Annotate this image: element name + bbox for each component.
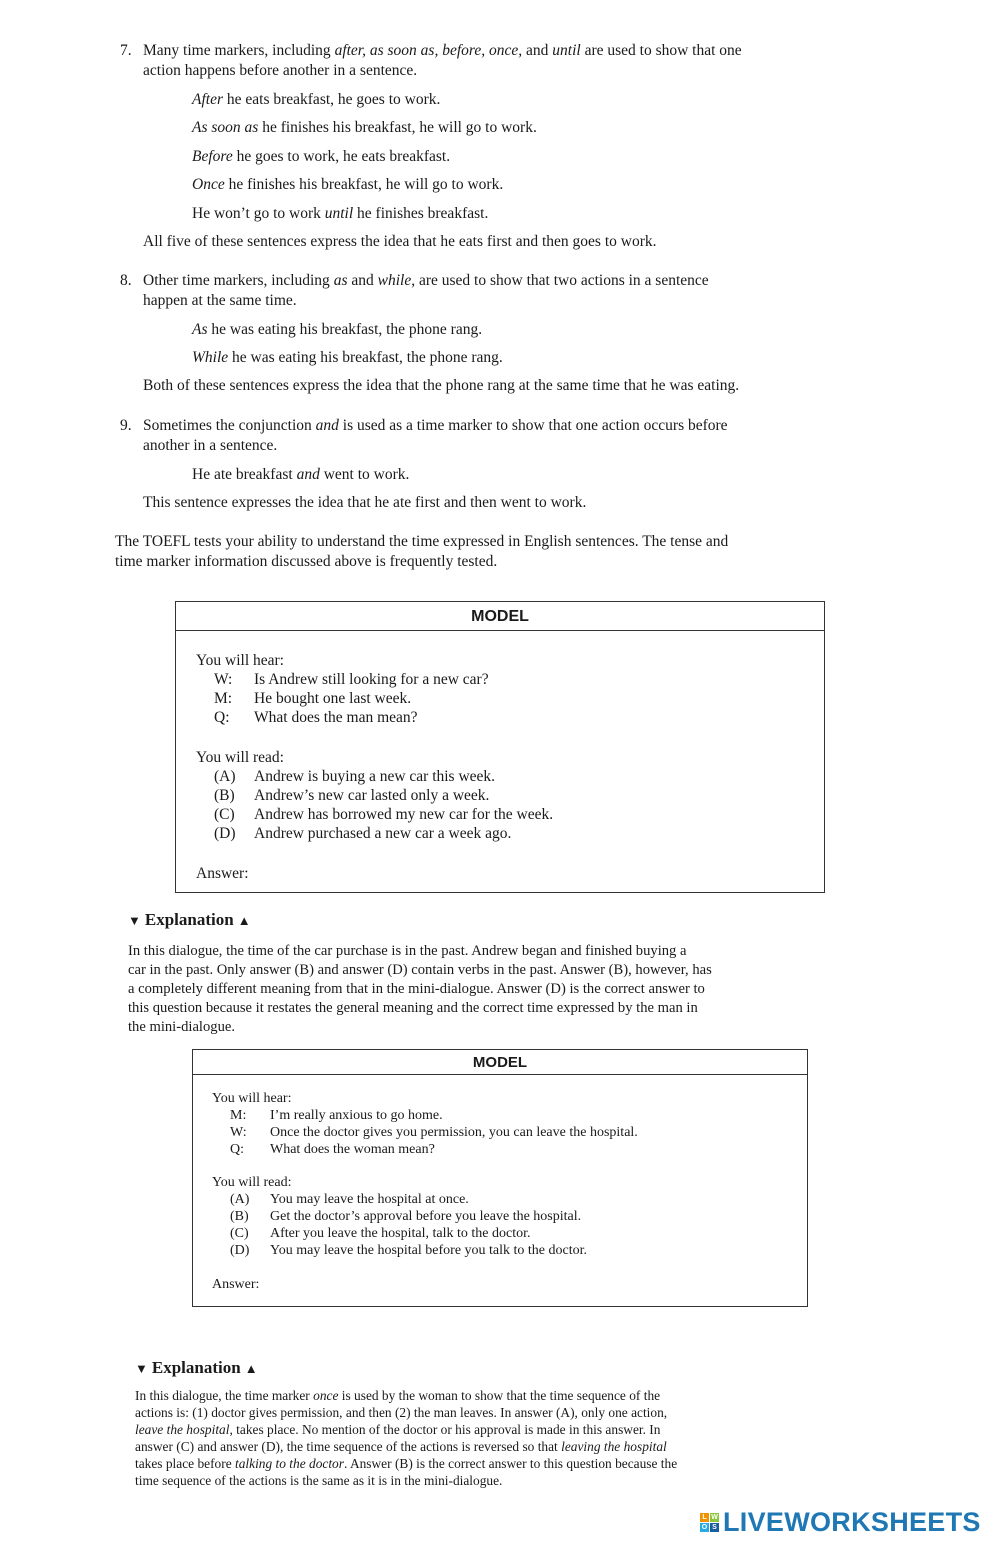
model-title: MODEL — [193, 1050, 807, 1075]
explanation-title: Explanation — [151, 1358, 241, 1377]
item-7-example: Once he finishes his breakfast, he will go to work. — [192, 176, 504, 193]
explanation-line: leave the hospital, takes place. No mention of the doctor or his approval is made in this answer. In — [135, 1422, 661, 1437]
answer-label: Answer: — [212, 1277, 260, 1292]
answer-option: (B) Andrew’s new car lasted only a week. — [214, 787, 490, 804]
answer-option: (A) Andrew is buying a new car this week. — [214, 768, 496, 785]
triangle-down-icon: ▼ — [135, 1361, 148, 1376]
answer-option: (C) Andrew has borrowed my new car for the week. — [214, 806, 554, 823]
answer-option: (D) Andrew purchased a new car a week ago. — [214, 825, 512, 842]
answer-label: Answer: — [196, 865, 249, 882]
item-7-example: He won’t go to work until he finishes breakfast. — [192, 205, 489, 222]
toefl-note-line: time marker information discussed above is frequently tested. — [115, 553, 498, 570]
liveworksheets-logo-icon: L W O S — [701, 1513, 718, 1531]
read-label: You will read: — [212, 1175, 292, 1190]
explanation-line: In this dialogue, the time marker once is used by the woman to show that the time sequence of the — [135, 1388, 661, 1403]
item-9-intro-line1: Sometimes the conjunction and is used as a time marker to show that one action occurs before — [143, 417, 728, 434]
item-7-summary: All five of these sentences express the idea that he eats first and then goes to work. — [143, 233, 657, 250]
item-8-intro-line2: happen at the same time. — [143, 292, 297, 309]
dialogue-line: M: He bought one last week. — [214, 690, 412, 707]
item-9-intro-line2: another in a sentence. — [143, 437, 278, 454]
item-9-number: 9. — [120, 417, 132, 434]
explanation-line: takes place before talking to the doctor. Answer (B) is the correct answer to this question because the — [135, 1456, 678, 1471]
model-box-2 — [192, 1049, 808, 1307]
item-7-number: 7. — [120, 42, 132, 59]
explanation-line: the mini-dialogue. — [128, 1019, 235, 1035]
item-8-example: While he was eating his breakfast, the phone rang. — [192, 349, 503, 366]
answer-option: (A) You may leave the hospital at once. — [230, 1192, 469, 1207]
explanation-line: car in the past. Only answer (B) and answer (D) contain verbs in the past. Answer (B), however, has — [128, 962, 712, 978]
item-9-summary: This sentence expresses the idea that he ate first and then went to work. — [143, 494, 587, 511]
explanation-line: time sequence of the actions is the same as it is in the mini-dialogue. — [135, 1473, 503, 1488]
item-7-example: Before he goes to work, he eats breakfast. — [192, 148, 451, 165]
read-label: You will read: — [196, 749, 284, 766]
item-7-intro-line2: action happens before another in a sentence. — [143, 62, 418, 79]
explanation-line: this question because it restates the general meaning and the correct time expressed by the man in — [128, 1000, 698, 1016]
item-7-intro-line1: Many time markers, including after, as soon as, before, once, and until are used to show that one — [143, 42, 742, 59]
item-9-example: He ate breakfast and went to work. — [192, 466, 410, 483]
dialogue-line: W: Once the doctor gives you permission, you can leave the hospital. — [230, 1125, 638, 1140]
liveworksheets-brand[interactable] — [700, 1507, 981, 1537]
answer-option: (B) Get the doctor’s approval before you leave the hospital. — [230, 1209, 582, 1224]
triangle-up-icon: ▲ — [237, 913, 251, 928]
explanation-heading — [128, 910, 251, 930]
explanation-line: answer (C) and answer (D), the time sequence of the actions is reversed so that leaving the hospital — [135, 1439, 667, 1454]
explanation-line: actions is: (1) doctor gives permission, and then (2) the man leaves. In answer (A), only one action, — [135, 1405, 668, 1420]
model-title: MODEL — [176, 602, 824, 631]
answer-option: (D) You may leave the hospital before you talk to the doctor. — [230, 1243, 588, 1258]
dialogue-line: W: Is Andrew still looking for a new car? — [214, 671, 489, 688]
triangle-down-icon: ▼ — [128, 913, 141, 928]
hear-label: You will hear: — [196, 652, 284, 669]
answer-option: (C) After you leave the hospital, talk to the doctor. — [230, 1226, 531, 1241]
explanation-title: Explanation — [144, 910, 234, 929]
item-8-intro-line1: Other time markers, including as and while, are used to show that two actions in a sentence — [143, 272, 709, 289]
dialogue-line: M: I’m really anxious to go home. — [230, 1108, 443, 1123]
dialogue-line: Q: What does the woman mean? — [230, 1142, 435, 1157]
item-7-example: After he eats breakfast, he goes to work. — [192, 91, 441, 108]
triangle-up-icon: ▲ — [244, 1361, 258, 1376]
item-8-example: As he was eating his breakfast, the phone rang. — [192, 321, 483, 338]
item-7-example: As soon as he finishes his breakfast, he will go to work. — [192, 119, 537, 136]
explanation-line: a completely different meaning from that in the mini-dialogue. Answer (D) is the correct answer to — [128, 981, 705, 997]
toefl-note-line: The TOEFL tests your ability to understand the time expressed in English sentences. The tense and — [115, 533, 729, 550]
model-box-1 — [175, 601, 825, 893]
brand-name: LIVEWORKSHEETS — [723, 1506, 981, 1537]
hear-label: You will hear: — [212, 1091, 292, 1106]
item-8-number: 8. — [120, 272, 132, 289]
explanation-line: In this dialogue, the time of the car purchase is in the past. Andrew began and finished buying a — [128, 943, 687, 959]
dialogue-line: Q: What does the man mean? — [214, 709, 418, 726]
explanation-heading — [135, 1358, 258, 1378]
item-8-summary: Both of these sentences express the idea that the phone rang at the same time that he was eating. — [143, 377, 740, 394]
